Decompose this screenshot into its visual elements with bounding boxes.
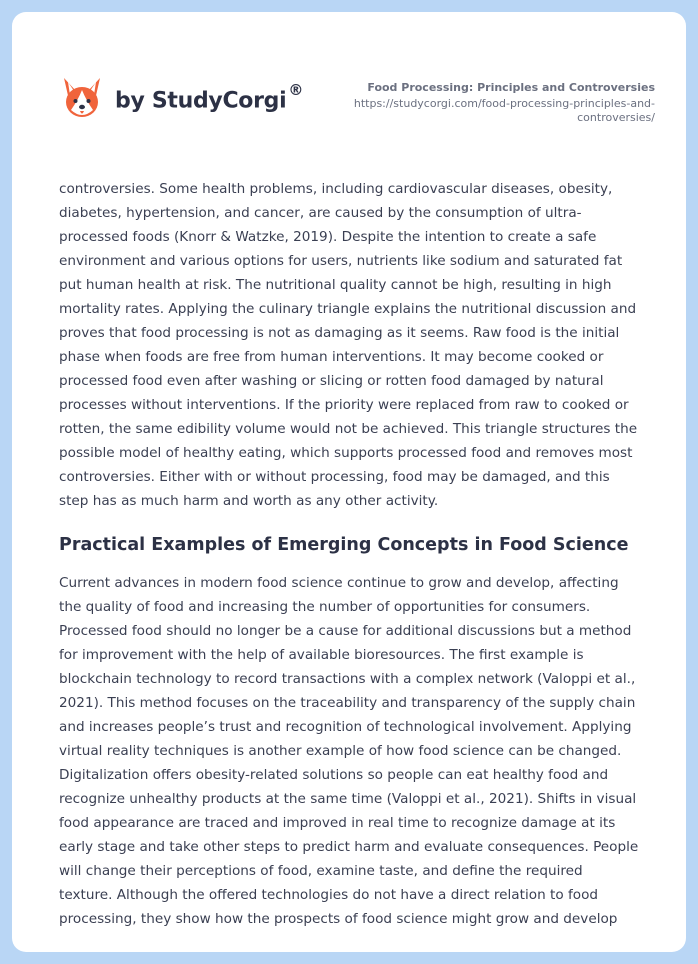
document-page (12, 12, 686, 952)
text-line: phase when foods are free from human interventions. It may become cooked or (59, 349, 604, 365)
text-line: diabetes, hypertension, and cancer, are caused by the consumption of ultra- (59, 205, 582, 221)
text-line: texture. Although the offered technologies do not have a direct relation to food (59, 887, 599, 903)
document-meta (325, 81, 655, 125)
text-line: controversies. Some health problems, including cardiovascular diseases, obesity, (59, 181, 613, 197)
text-line: put human health at risk. The nutritional quality cannot be high, resulting in high (59, 277, 612, 293)
text-line: Current advances in modern food science continue to grow and develop, affecting (59, 575, 619, 591)
text-line: the quality of food and increasing the number of opportunities for consumers. (59, 599, 591, 615)
registered-mark: ® (288, 80, 304, 99)
document-url[interactable] (325, 97, 655, 125)
text-line: environment and various options for users, nutrients like sodium and saturated fat (59, 253, 623, 269)
body-paragraph-1 (59, 177, 659, 513)
text-line: Processed food should no longer be a cause for additional discussions but a method (59, 623, 632, 639)
text-line: processing, they show how the prospects of food science might grow and develop (59, 911, 618, 927)
text-line: Digitalization offers obesity-related solutions so people can eat healthy food and (59, 767, 609, 783)
brand-name: by StudyCorgi ® (115, 80, 304, 114)
section-heading: Practical Examples of Emerging Concepts in Food Science (59, 535, 629, 555)
text-line: early stage and take other steps to predict harm and evaluate consequences. People (59, 839, 639, 855)
text-line: processed foods (Knorr & Watzke, 2019). Despite the intention to create a safe (59, 229, 597, 245)
text-line: blockchain technology to record transactions with a complex network (Valoppi et al., (59, 671, 636, 687)
text-line: proves that food processing is not as damaging as it seems. Raw food is the initial (59, 325, 620, 341)
page-header (12, 12, 686, 162)
text-line: and increases people’s trust and recognition of technological involvement. Applying (59, 719, 632, 735)
corgi-icon (61, 76, 103, 120)
text-line: 2021). This method focuses on the traceability and transparency of the supply chain (59, 695, 636, 711)
text-line: step has as much harm and worth as any other activity. (59, 493, 439, 509)
document-title: Food Processing: Principles and Controversies (367, 81, 655, 94)
text-line: processed food even after washing or slicing or rotten food damaged by natural (59, 373, 604, 389)
document-url-line: https://studycorgi.com/food-processing-principles-and- (353, 97, 655, 110)
text-line: mortality rates. Applying the culinary triangle explains the nutritional discussion and (59, 301, 637, 317)
text-line: for improvement with the help of available bioresources. The first example is (59, 647, 584, 663)
text-line: will change their perceptions of food, examine taste, and define the required (59, 863, 583, 879)
text-line: rotten, the same edibility volume would not be achieved. This triangle structures the (59, 421, 638, 437)
text-line: controversies. Either with or without processing, food may be damaged, and this (59, 469, 610, 485)
text-line: possible model of healthy eating, which supports processed food and removes most (59, 445, 633, 461)
studycorgi-logo[interactable] (61, 76, 303, 120)
document-body (59, 177, 659, 931)
body-paragraph-2 (59, 571, 659, 931)
text-line: processes without interventions. If the priority were replaced from raw to cooked or (59, 397, 629, 413)
text-line: virtual reality techniques is another example of how food science can be changed. (59, 743, 622, 759)
document-url-line: controversies/ (577, 111, 655, 124)
text-line: food appearance are traced and improved in real time to recognize damage at its (59, 815, 616, 831)
text-line: recognize unhealthy products at the same time (Valoppi et al., 2021). Shifts in visual (59, 791, 637, 807)
